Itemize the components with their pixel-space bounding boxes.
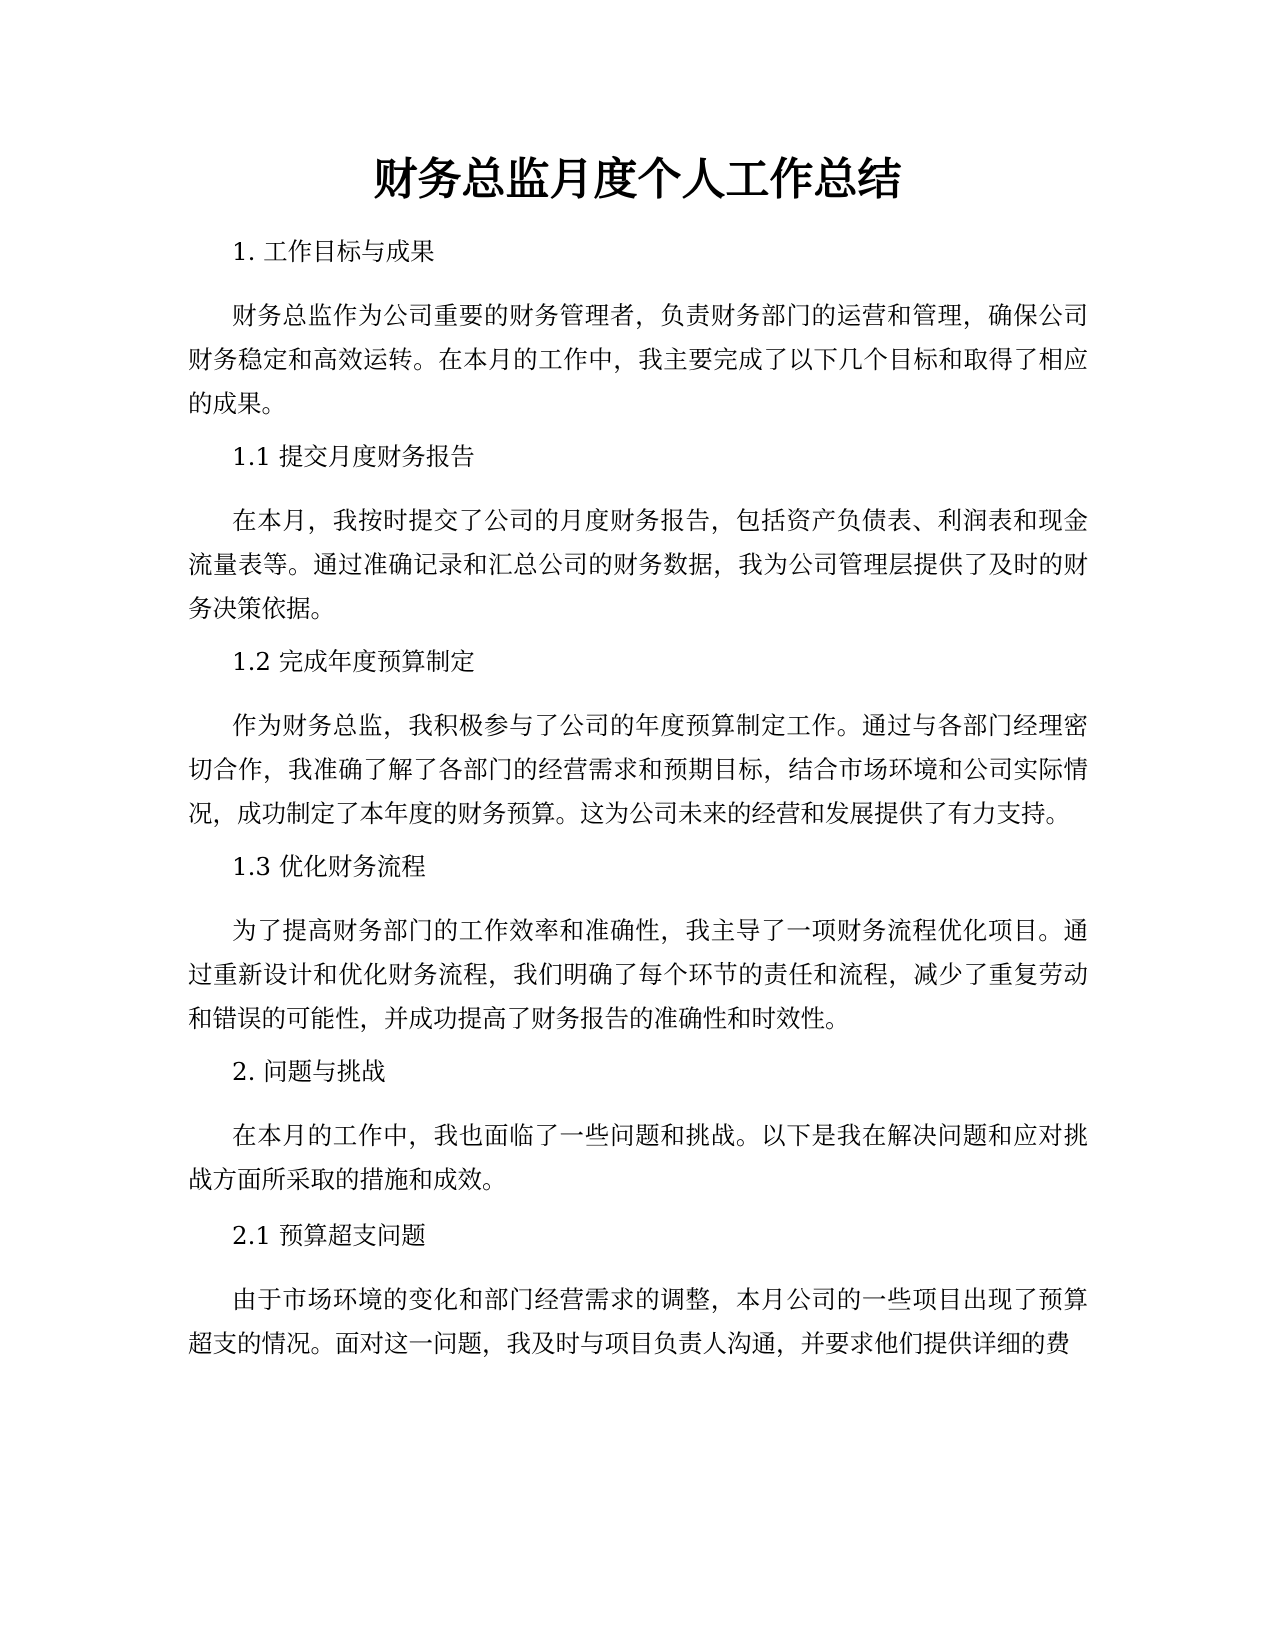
section-heading-1-1: 1.1 提交月度财务报告 (232, 442, 475, 471)
paragraph-1-3: 为了提高财务部门的工作效率和准确性，我主导了一项财务流程优化项目。通过重新设计和优化财务流程，我们明确了每个环节的责任和流程，减少了重复劳动和错误的可能性，并成功提高了财务报告的准确性和时效性。 (188, 916, 1088, 1033)
paragraph-1-2: 作为财务总监，我积极参与了公司的年度预算制定工作。通过与各部门经理密切合作，我准确了解了各部门的经营需求和预期目标，结合市场环境和公司实际情况，成功制定了本年度的财务预算。这为公司未来的经营和发展提供了有力支持。 (188, 711, 1088, 828)
section-heading-1: 1. 工作目标与成果 (232, 237, 435, 266)
section-heading-1-3: 1.3 优化财务流程 (232, 852, 426, 881)
paragraph-2: 在本月的工作中，我也面临了一些问题和挑战。以下是我在解决问题和应对挑战方面所采取的措施和成效。 (188, 1121, 1088, 1194)
section-heading-2: 2. 问题与挑战 (232, 1057, 386, 1086)
document-title: 财务总监月度个人工作总结 (373, 154, 902, 205)
paragraph-1-1: 在本月，我按时提交了公司的月度财务报告，包括资产负债表、利润表和现金流量表等。通过准确记录和汇总公司的财务数据，我为公司管理层提供了及时的财务决策依据。 (188, 506, 1088, 623)
section-heading-1-2: 1.2 完成年度预算制定 (232, 647, 475, 676)
section-heading-2-1: 2.1 预算超支问题 (232, 1221, 426, 1250)
paragraph-1: 财务总监作为公司重要的财务管理者，负责财务部门的运营和管理，确保公司财务稳定和高效运转。在本月的工作中，我主要完成了以下几个目标和取得了相应的成果。 (188, 301, 1088, 418)
paragraph-2-1: 由于市场环境的变化和部门经营需求的调整，本月公司的一些项目出现了预算超支的情况。面对这一问题，我及时与项目负责人沟通，并要求他们提供详细的费 (188, 1285, 1088, 1358)
